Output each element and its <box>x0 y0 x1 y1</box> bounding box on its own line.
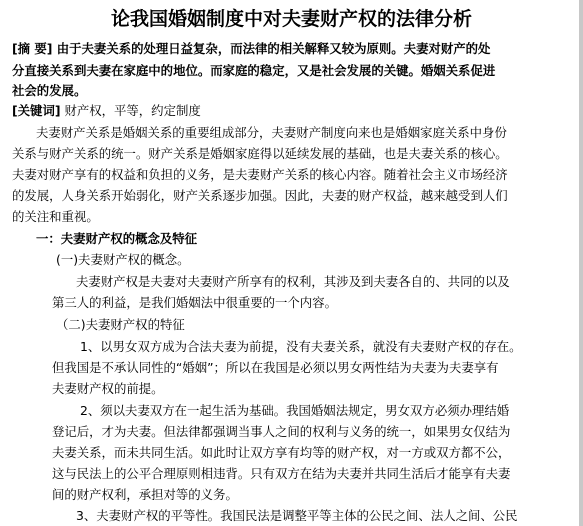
feature-2-line-4: 这与民法上的公平合理原则相违背。只有双方在结为夫妻并共同生活后才能享有夫妻 <box>52 466 511 481</box>
abstract-label: [摘 要] <box>12 41 53 56</box>
feature-3-line-1: 3、夫妻财产权的平等性。我国民法是调整平等主体的公民之间、法人之间、公民 <box>76 508 518 523</box>
abstract-text-1: 由于夫妻关系的处理日益复杂，而法律的相关解释又较为原则。夫妻对财产的处 <box>56 41 491 56</box>
abstract-line-1 <box>12 40 490 57</box>
feature-1-line-2: 但我国是不承认同性的“婚姻”；所以在我国是必须以男女两性结为夫妻为夫妻享有 <box>52 360 499 375</box>
document-title: 论我国婚姻制度中对夫妻财产权的法律分析 <box>110 8 472 30</box>
intro-line-1: 夫妻财产关系是婚姻关系的重要组成部分，夫妻财产制度向来也是婚姻家庭关系中身份 <box>36 125 507 140</box>
feature-1-line-3: 夫妻财产权的前提。 <box>52 381 164 396</box>
intro-line-3: 夫妻对财产享有的权益和负担的义务，是夫妻财产关系的核心内容。随着社会主义市场经济 <box>12 167 508 182</box>
feature-2-line-5: 间的财产权利，承担对等的义务。 <box>52 487 238 502</box>
intro-line-2: 关系与财产关系的统一。财产关系是婚姻家庭得以延续发展的基础，也是夫妻关系的核心。 <box>12 146 508 161</box>
section-1-heading: 一：夫妻财产权的概念及特征 <box>36 231 198 246</box>
feature-2-line-2: 登记后，才为夫妻。但法律都强调当事人之间的权利与义务的统一，如果男女仅结为 <box>52 424 511 439</box>
keywords-line <box>12 102 201 119</box>
intro-line-5: 的关注和重视。 <box>12 209 99 224</box>
scrollbar-edge[interactable] <box>579 0 583 526</box>
sub1-line-2: 第三人的利益，是我们婚姻法中很重要的一个内容。 <box>52 295 337 310</box>
feature-1-line-1: 1、以男女双方成为合法夫妻为前提，没有夫妻关系，就没有夫妻财产权的存在。 <box>80 339 522 354</box>
keywords-text: 财产权，平等，约定制度 <box>64 103 201 118</box>
intro-line-4: 的发展，人身关系开始弱化，财产关系逐步加强。因此，夫妻的财产权益，越来越受到人们 <box>12 188 508 203</box>
abstract-line-3: 社会的发展。 <box>12 83 87 98</box>
subsection-1-heading: (一)夫妻财产权的概念。 <box>56 252 190 267</box>
feature-2-line-3: 夫妻关系，而未共同生活。如此时让双方享有均等的财产权，对一方或双方都不公， <box>52 445 511 460</box>
sub1-line-1: 夫妻财产权是夫妻对夫妻财产所享有的权利，其涉及到夫妻各自的、共同的以及 <box>76 274 510 289</box>
subsection-2-heading: （二)夫妻财产权的特征 <box>56 317 185 332</box>
keywords-label: [关键词] <box>12 103 61 118</box>
abstract-line-2: 分直接关系到夫妻在家庭中的地位。而家庭的稳定，又是社会发展的关键。婚姻关系促进 <box>12 63 496 78</box>
feature-2-line-1: 2、须以夫妻双方在一起生活为基础。我国婚姻法规定，男女双方必须办理结婚 <box>80 403 510 418</box>
